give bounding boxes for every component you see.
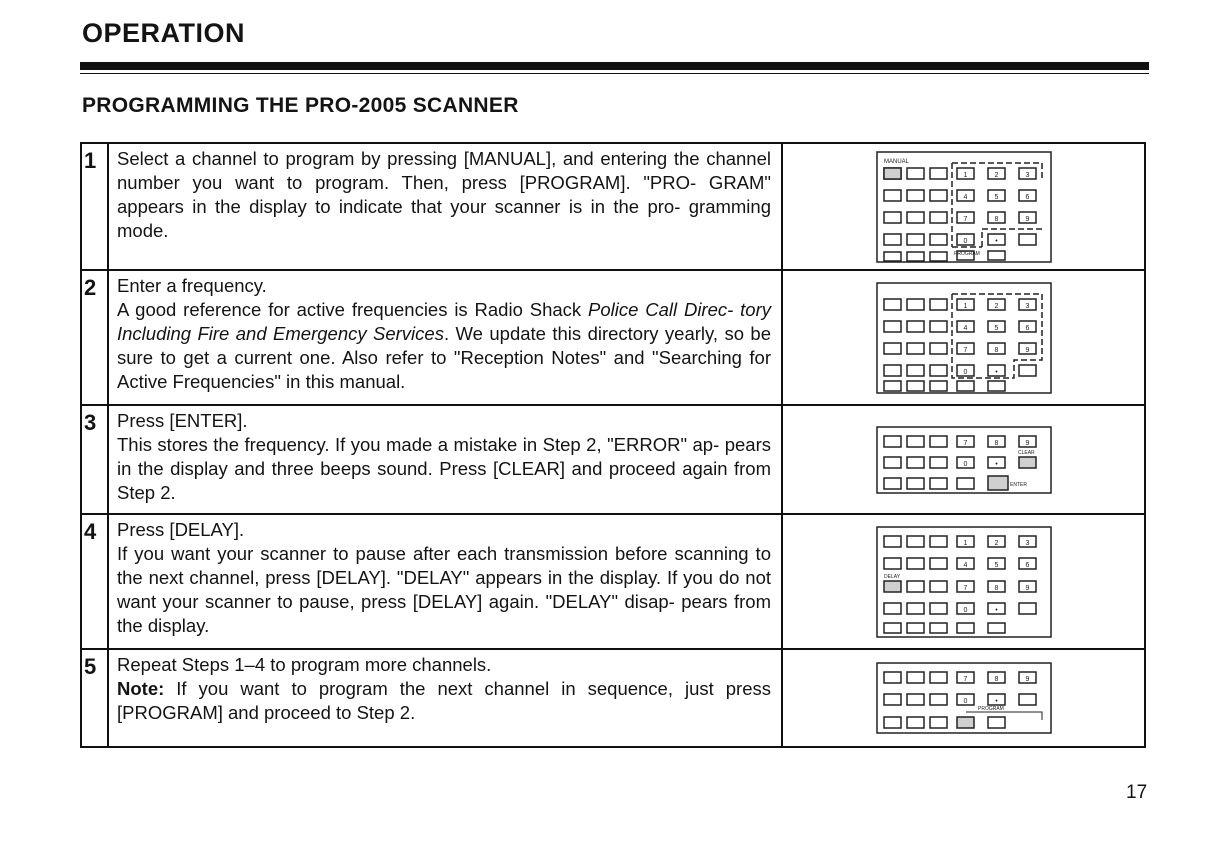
key-digit: 7 [963,215,967,223]
key-digit: 9 [1025,346,1029,354]
page-title: OPERATION [82,18,246,48]
keypad-illustration-cell [783,650,1144,746]
step-row-3 [82,406,1144,515]
step-note [117,677,771,725]
keypad-illustration [874,424,1054,496]
key-digit: 8 [994,584,998,592]
key-digit: 0 [963,606,967,614]
keypad-illustration-cell [783,271,1144,404]
keypad-label-enter: ENTER [1009,481,1027,488]
section-title: PROGRAMMING THE PRO-2005 SCANNER [82,94,519,117]
key-digit: 5 [994,324,998,332]
step-text [109,406,783,513]
step-number: 2 [82,271,109,404]
key-digit: 3 [1025,171,1029,179]
key-digit: 8 [994,439,998,447]
key-digit: 8 [994,676,998,683]
step-text [109,271,783,404]
keypad-illustration-cell [783,144,1144,269]
key-digit: 7 [963,439,967,447]
key-digit: • [994,460,998,468]
key-digit: • [994,606,998,614]
keypad-illustration-cell [783,515,1144,648]
step-paragraph: Press [DELAY]. [117,519,245,540]
step-paragraph: This stores the frequency. If you made a mistake in Step 2, "ERROR" ap- pears in the display and three beeps sound. Press [CLEAR] and proceed again from Step 2. [117,434,771,503]
step-number: 4 [82,515,109,648]
keypad-label-program: PROGRAM [953,250,980,257]
step-row-1 [82,144,1144,271]
key-digit: 5 [994,193,998,201]
key-digit: 7 [963,346,967,354]
key-digit: 6 [1025,561,1029,569]
key-digit: 3 [1025,539,1029,547]
key-digit: 3 [1025,302,1029,310]
keypad-illustration [874,524,1054,640]
key-digit: • [994,698,998,705]
step-text [109,515,783,648]
key-digit: 7 [963,676,967,683]
step-text [109,650,783,746]
key-digit: 1 [963,539,967,547]
key-digit: 1 [963,171,967,179]
header-rule-thick [80,62,1149,70]
keypad-label-program: PROGRAM [977,706,1004,712]
step-text [109,144,783,269]
key-digit: 8 [994,215,998,223]
key-digit: • [994,237,998,245]
page-number: 17 [1126,782,1148,803]
key-digit: 9 [1025,584,1029,592]
key-digit: 2 [994,302,998,310]
key-digit: 5 [994,561,998,569]
keypad-illustration-cell [783,406,1144,513]
key-digit: 1 [963,302,967,310]
key-digit: 9 [1025,439,1029,447]
key-digit: • [994,368,998,376]
key-digit: 6 [1025,324,1029,332]
keypad-label-clear: CLEAR [1017,449,1035,456]
key-digit: 6 [1025,193,1029,201]
note-text: If you want to program the next channel in sequence, just press [PROGRAM] and proceed to Step 2. [117,678,771,723]
keypad-label-manual: MANUAL [883,158,909,165]
step-row-4 [82,515,1144,650]
keypad-illustration [874,280,1054,396]
header-rule-thin [80,73,1149,74]
keypad-illustration [874,660,1054,736]
italic-title: Police Call Direc- tory Including Fire and Emergency Services [117,299,771,344]
step-row-2 [82,271,1144,406]
key-digit: 9 [1025,676,1029,683]
step-paragraph: Enter a frequency. [117,275,267,296]
note-label: Note: [117,678,165,699]
key-digit: 0 [963,698,967,705]
step-paragraph [117,298,771,394]
step-paragraph: Repeat Steps 1–4 to program more channels. [117,654,492,675]
key-digit: 0 [963,460,967,468]
step-number: 3 [82,406,109,513]
step-paragraph: Press [ENTER]. [117,410,248,431]
key-digit: 4 [963,561,967,569]
step-paragraph: If you want your scanner to pause after each transmission before scanning to the next channel, press [DELAY]. "DELAY" appears in the display. If you do not want your scanner to pause, press [DELAY] again. "DELAY" disap- pears from the display. [117,543,771,636]
step-number: 5 [82,650,109,746]
key-digit: 2 [994,539,998,547]
key-digit: 2 [994,171,998,179]
steps-table [80,142,1146,748]
text-span: . We update this directory yearly, so be sure to get a current one. Also refer to "Reception Notes" and "Searching for Active Frequencies" in this manual. [117,323,771,392]
step-row-5 [82,650,1144,746]
key-digit: 8 [994,346,998,354]
key-digit: 7 [963,584,967,592]
keypad-illustration [874,149,1054,265]
step-number: 1 [82,144,109,269]
step-paragraph: Select a channel to program by pressing [MANUAL], and entering the channel number you want to program. Then, press [PROGRAM]. "PRO- GRAM" appears in the display to indicate that your scanner is in the pro- gramming mode. [117,148,771,241]
key-digit: 9 [1025,215,1029,223]
key-digit: 4 [963,324,967,332]
keypad-label-delay: DELAY [883,573,900,580]
key-digit: 4 [963,193,967,201]
text-span: A good reference for active frequencies is Radio Shack [117,299,588,320]
key-digit: 0 [963,237,967,245]
key-digit: 0 [963,368,967,376]
